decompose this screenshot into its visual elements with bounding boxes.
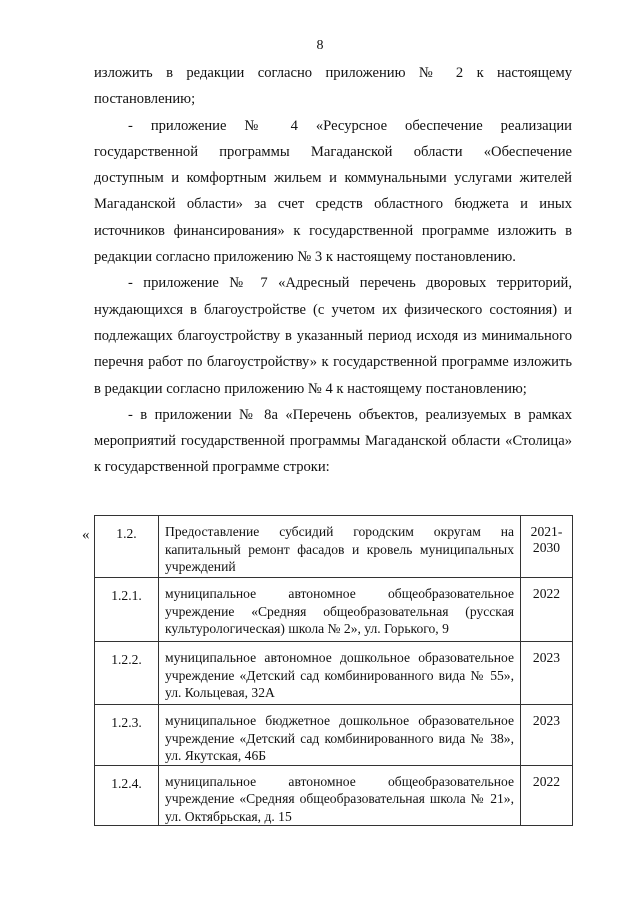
row-year: 2022 — [521, 578, 573, 642]
document-body — [94, 60, 572, 481]
row-year: 2023 — [521, 705, 573, 766]
row-year: 2022 — [521, 765, 573, 826]
row-number: 1.2.1. — [95, 578, 159, 642]
table-row — [95, 642, 573, 705]
row-year: 2023 — [521, 642, 573, 705]
row-description: муниципальное автономное дошкольное образовательное учреждение «Детский сад комбинированного вида № 55», ул. Кольцевая, 32А — [159, 642, 521, 705]
paragraph-appendix-4: - приложение № 4 «Ресурсное обеспечение реализации государственной программы Магаданской области «Обеспечение доступным и комфортным жильем и коммунальными услугами жителей Магаданской области» за счет средств областного бюджета и иных источников финансирования» к государственной программе изложить в редакции согласно приложению № 3 к настоящему постановлению. — [94, 117, 572, 266]
table-row — [95, 705, 573, 766]
row-number: 1.2.3. — [95, 705, 159, 766]
row-number: 1.2. — [95, 516, 159, 578]
paragraph-continuation: изложить в редакции согласно приложению № 2 к настоящему постановлению; — [94, 65, 572, 108]
row-description: муниципальное бюджетное дошкольное образовательное учреждение «Детский сад комбинированного вида № 38», ул. Якутская, 46Б — [159, 705, 521, 766]
row-description: муниципальное автономное общеобразовательное учреждение «Средняя общеобразовательная (русская культурологическая) школа № 2», ул. Горького, 9 — [159, 578, 521, 642]
row-number: 1.2.2. — [95, 642, 159, 705]
opening-quote-mark: « — [82, 527, 90, 543]
objects-table — [94, 515, 573, 826]
paragraph-appendix-8a: - в приложении № 8а «Перечень объектов, реализуемых в рамках мероприятий государственной программы Магаданской области «Столица» к государственной программе строки: — [94, 406, 572, 476]
table-row — [95, 578, 573, 642]
table-row — [95, 516, 573, 578]
row-year: 2021-2030 — [521, 516, 573, 578]
row-description: муниципальное автономное общеобразовательное учреждение «Средняя общеобразовательная школа № 21», ул. Октябрьская, д. 15 — [159, 765, 521, 826]
page-number: 8 — [316, 38, 324, 53]
paragraph-appendix-7: - приложение № 7 «Адресный перечень дворовых территорий, нуждающихся в благоустройстве (с учетом их физического состояния) и подлежащих благоустройству в указанный период исходя из минимального перечня работ по благоустройству» к государственной программе изложить в редакции согласно приложению № 4 к настоящему постановлению; — [94, 275, 572, 397]
row-number: 1.2.4. — [95, 765, 159, 826]
table-row — [95, 765, 573, 826]
row-description: Предоставление субсидий городским округам на капитальный ремонт фасадов и кровель муниципальных учреждений — [159, 516, 521, 578]
